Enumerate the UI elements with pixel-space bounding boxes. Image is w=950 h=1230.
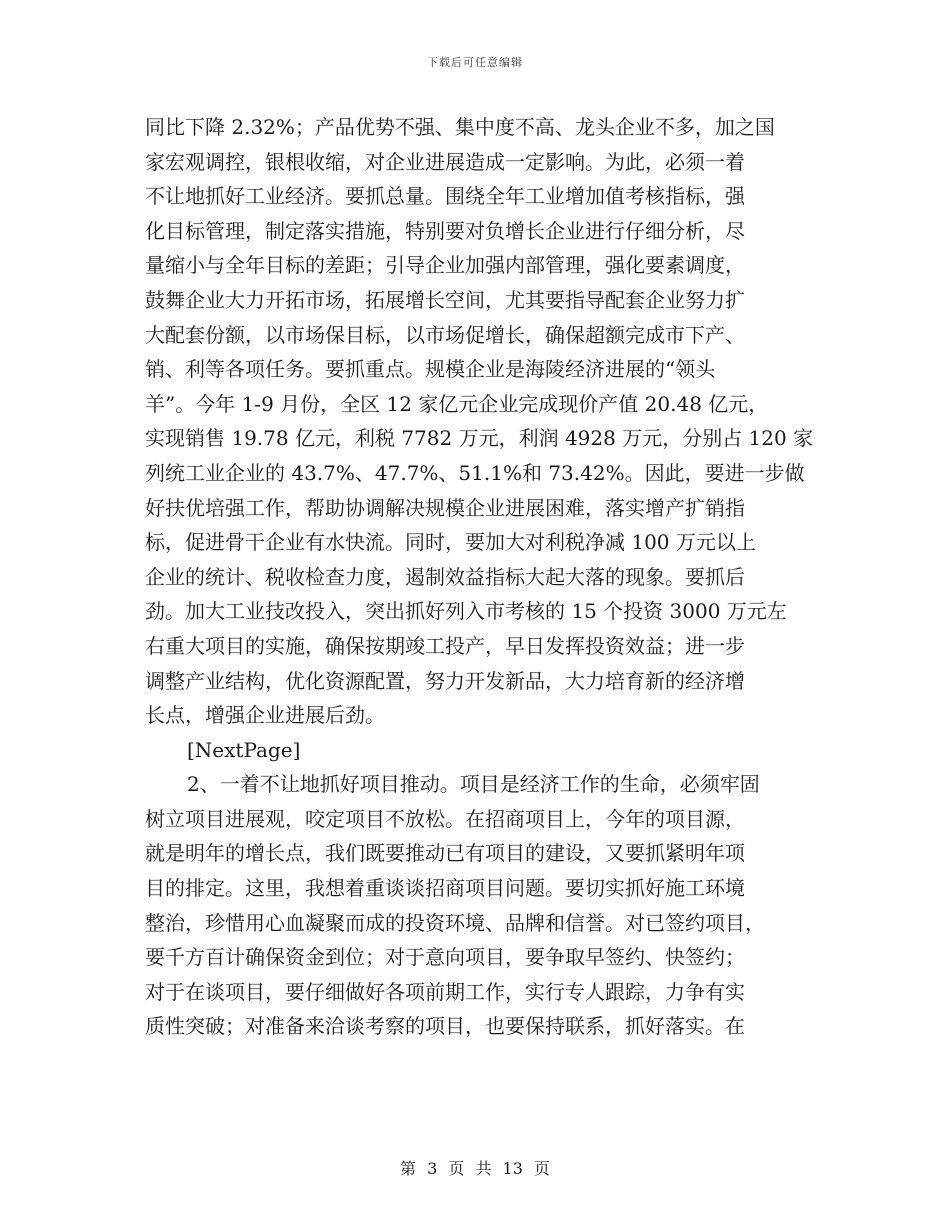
text-line: 长点，增强企业进展后劲。 bbox=[145, 703, 385, 728]
text-line: 右重大项目的实施，确保按期竣工投产，早日发挥投资效益；进一步 bbox=[145, 633, 745, 658]
text-line: 销、利等各项任务。要抓重点。规模企业是海陵经济进展的“领头 bbox=[145, 357, 716, 382]
page-header: 下载后可任意编辑 bbox=[427, 56, 523, 69]
text-line: 调整产业结构，优化资源配置，努力开发新品，大力培育新的经济增 bbox=[145, 668, 745, 693]
text-line: 化目标管理，制定落实措施，特别要对负增长企业进行仔细分析，尽 bbox=[145, 218, 745, 243]
text-line: 家宏观调控，银根收缩，对企业进展造成一定影响。为此，必须一着 bbox=[145, 149, 745, 174]
text-line: 2、一着不让地抓好项目推动。项目是经济工作的生命，必须牢固 bbox=[187, 772, 760, 797]
text-line: 标，促进骨干企业有水快流。同时，要加大对利税净减 100 万元以上 bbox=[145, 530, 756, 555]
text-line: 对于在谈项目，要仔细做好各项前期工作，实行专人跟踪，力争有实 bbox=[145, 979, 745, 1004]
text-line: 大配套份额，以市场保目标，以市场促增长，确保超额完成市下产、 bbox=[145, 322, 745, 347]
text-line: 同比下降 2.32%；产品优势不强、集中度不高、龙头企业不多，加之国 bbox=[145, 115, 775, 139]
text-line: 目的排定。这里，我想着重谈谈招商项目问题。要切实抓好施工环境 bbox=[145, 876, 745, 901]
text-line: 不让地抓好工业经济。要抓总量。围绕全年工业增加值考核指标，强 bbox=[145, 184, 745, 209]
text-line: 鼓舞企业大力开拓市场，拓展增长空间，尤其要指导配套企业努力扩 bbox=[145, 287, 745, 312]
text-line: 实现销售 19.78 亿元，利税 7782 万元，利润 4928 万元，分别占 120 家 bbox=[145, 426, 814, 451]
page-break-marker: [NextPage] bbox=[187, 737, 301, 762]
page-number-footer: 第 3 页 共 13 页 bbox=[400, 1159, 550, 1178]
text-line: 量缩小与全年目标的差距；引导企业加强内部管理，强化要素调度， bbox=[145, 253, 745, 278]
text-line: 企业的统计、税收检查力度，遏制效益指标大起大落的现象。要抓后 bbox=[145, 564, 745, 589]
text-line: 好扶优培强工作，帮助协调解决规模企业进展困难，落实增产扩销指 bbox=[145, 495, 745, 520]
text-line: 劲。加大工业技改投入，突出抓好列入市考核的 15 个投资 3000 万元左 bbox=[145, 599, 787, 624]
text-line: 树立项目进展观，咬定项目不放松。在招商项目上，今年的项目源， bbox=[145, 806, 745, 831]
document-body bbox=[145, 110, 815, 1044]
text-line: 整治，珍惜用心血凝聚而成的投资环境、品牌和信誉。对已签约项目， bbox=[145, 910, 765, 935]
text-line: 就是明年的增长点，我们既要推动已有项目的建设，又要抓紧明年项 bbox=[145, 841, 745, 866]
text-line: 羊”。今年 1-9 月份，全区 12 家亿元企业完成现价产值 20.48 亿元， bbox=[145, 391, 769, 416]
text-line: 要千方百计确保资金到位；对于意向项目，要争取早签约、快签约； bbox=[145, 945, 745, 970]
text-line: 列统工业企业的 43.7%、47.7%、51.1%和 73.42%。因此，要进一步做 bbox=[145, 460, 805, 485]
text-line: 质性突破；对准备来洽谈考察的项目，也要保持联系，抓好落实。在 bbox=[145, 1014, 745, 1039]
